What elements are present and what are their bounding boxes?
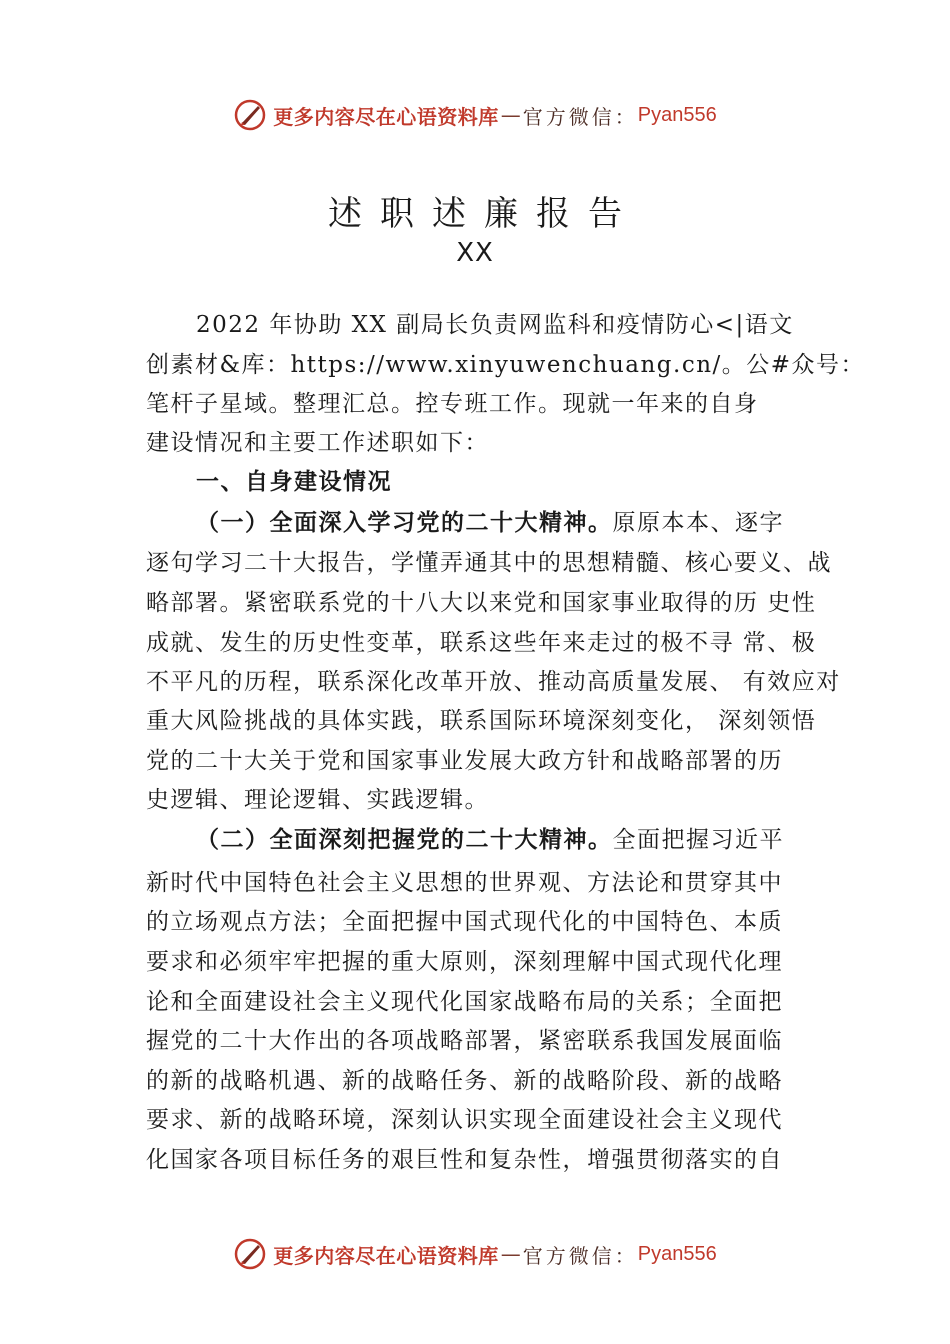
section2-line: 新时代中国特色社会主义思想的世界观、方法论和贯穿其中 — [146, 870, 783, 896]
document-title: 述职述廉报告 — [328, 194, 640, 234]
section1-line: 不平凡的历程，联系深化改革开放、推动高质量发展、 有效应对 — [146, 669, 841, 695]
section2-first-rest: 全面把握习近平 — [612, 827, 784, 853]
section1-line: 重大风险挑战的具体实践，联系国际环境深刻变化， 深刻领悟 — [146, 708, 817, 734]
section1-line: 略部署。紧密联系党的十八大以来党和国家事业取得的历 史性 — [146, 590, 817, 616]
heading-self-building: 一、自身建设情况 — [196, 469, 392, 495]
quill-seal-icon — [233, 98, 267, 132]
banner-main-text: 更多内容尽在心语资料库 — [273, 104, 499, 129]
section2-line: 化国家各项目标任务的艰巨性和复杂性，增强贯彻落实的自 — [146, 1147, 783, 1173]
section2-line: 的立场观点方法；全面把握中国式现代化的中国特色、本质 — [146, 909, 783, 935]
section2-lead: （二）全面深刻把握党的二十大精神。 — [196, 826, 613, 853]
banner-id: Pyan556 — [637, 1242, 717, 1265]
section2-line: 论和全面建设社会主义现代化国家战略布局的关系；全面把 — [146, 989, 783, 1015]
banner-main-text: 更多内容尽在心语资料库 — [273, 1243, 499, 1268]
section1-line: 党的二十大关于党和国家事业发展大政方针和战略部署的历 — [146, 748, 783, 774]
banner-dash: — — [500, 1242, 521, 1266]
section1-line: 逐句学习二十大报告，学懂弄通其中的思想精髓、核心要义、战 — [146, 550, 832, 576]
quill-seal-icon — [233, 1237, 267, 1271]
section1-line: 成就、发生的历史性变革，联系这些年来走过的极不寻 常、极 — [146, 630, 817, 656]
bottom-watermark-banner — [0, 1234, 950, 1274]
section2-line: 的新的战略机遇、新的战略任务、新的战略阶段、新的战略 — [146, 1068, 783, 1094]
section2-first-line — [196, 821, 784, 854]
intro-line-4: 建设情况和主要工作述职如下： — [146, 430, 489, 456]
document-author: XX — [456, 238, 494, 268]
section1-first-line — [196, 504, 784, 537]
intro-line-1: 2022 年协助 XX 副局长负责网监科和疫情防心<|语文 — [196, 312, 794, 338]
section1-line: 史逻辑、理论逻辑、实践逻辑。 — [146, 787, 489, 813]
banner-dash: — — [500, 103, 521, 127]
top-watermark-banner — [0, 95, 950, 135]
section2-line: 要求和必须牢牢把握的重大原则，深刻理解中国式现代化理 — [146, 949, 783, 975]
section2-line: 要求、新的战略环境，深刻认识实现全面建设社会主义现代 — [146, 1107, 783, 1133]
banner-id: Pyan556 — [637, 103, 717, 126]
section1-first-rest: 原原本本、逐字 — [612, 510, 784, 536]
section2-line: 握党的二十大作出的各项战略部署，紧密联系我国发展面临 — [146, 1028, 783, 1054]
banner-label: 官方微信： — [522, 104, 638, 129]
banner-label: 官方微信： — [522, 1243, 638, 1268]
intro-line-3: 笔杆子星域。整理汇总。控专班工作。现就一年来的自身 — [146, 391, 759, 417]
section1-lead: （一）全面深入学习党的二十大精神。 — [196, 509, 613, 536]
intro-line-2: 创素材&库：https://www.xinyuwenchuang.cn/。公#众号： — [146, 352, 866, 378]
